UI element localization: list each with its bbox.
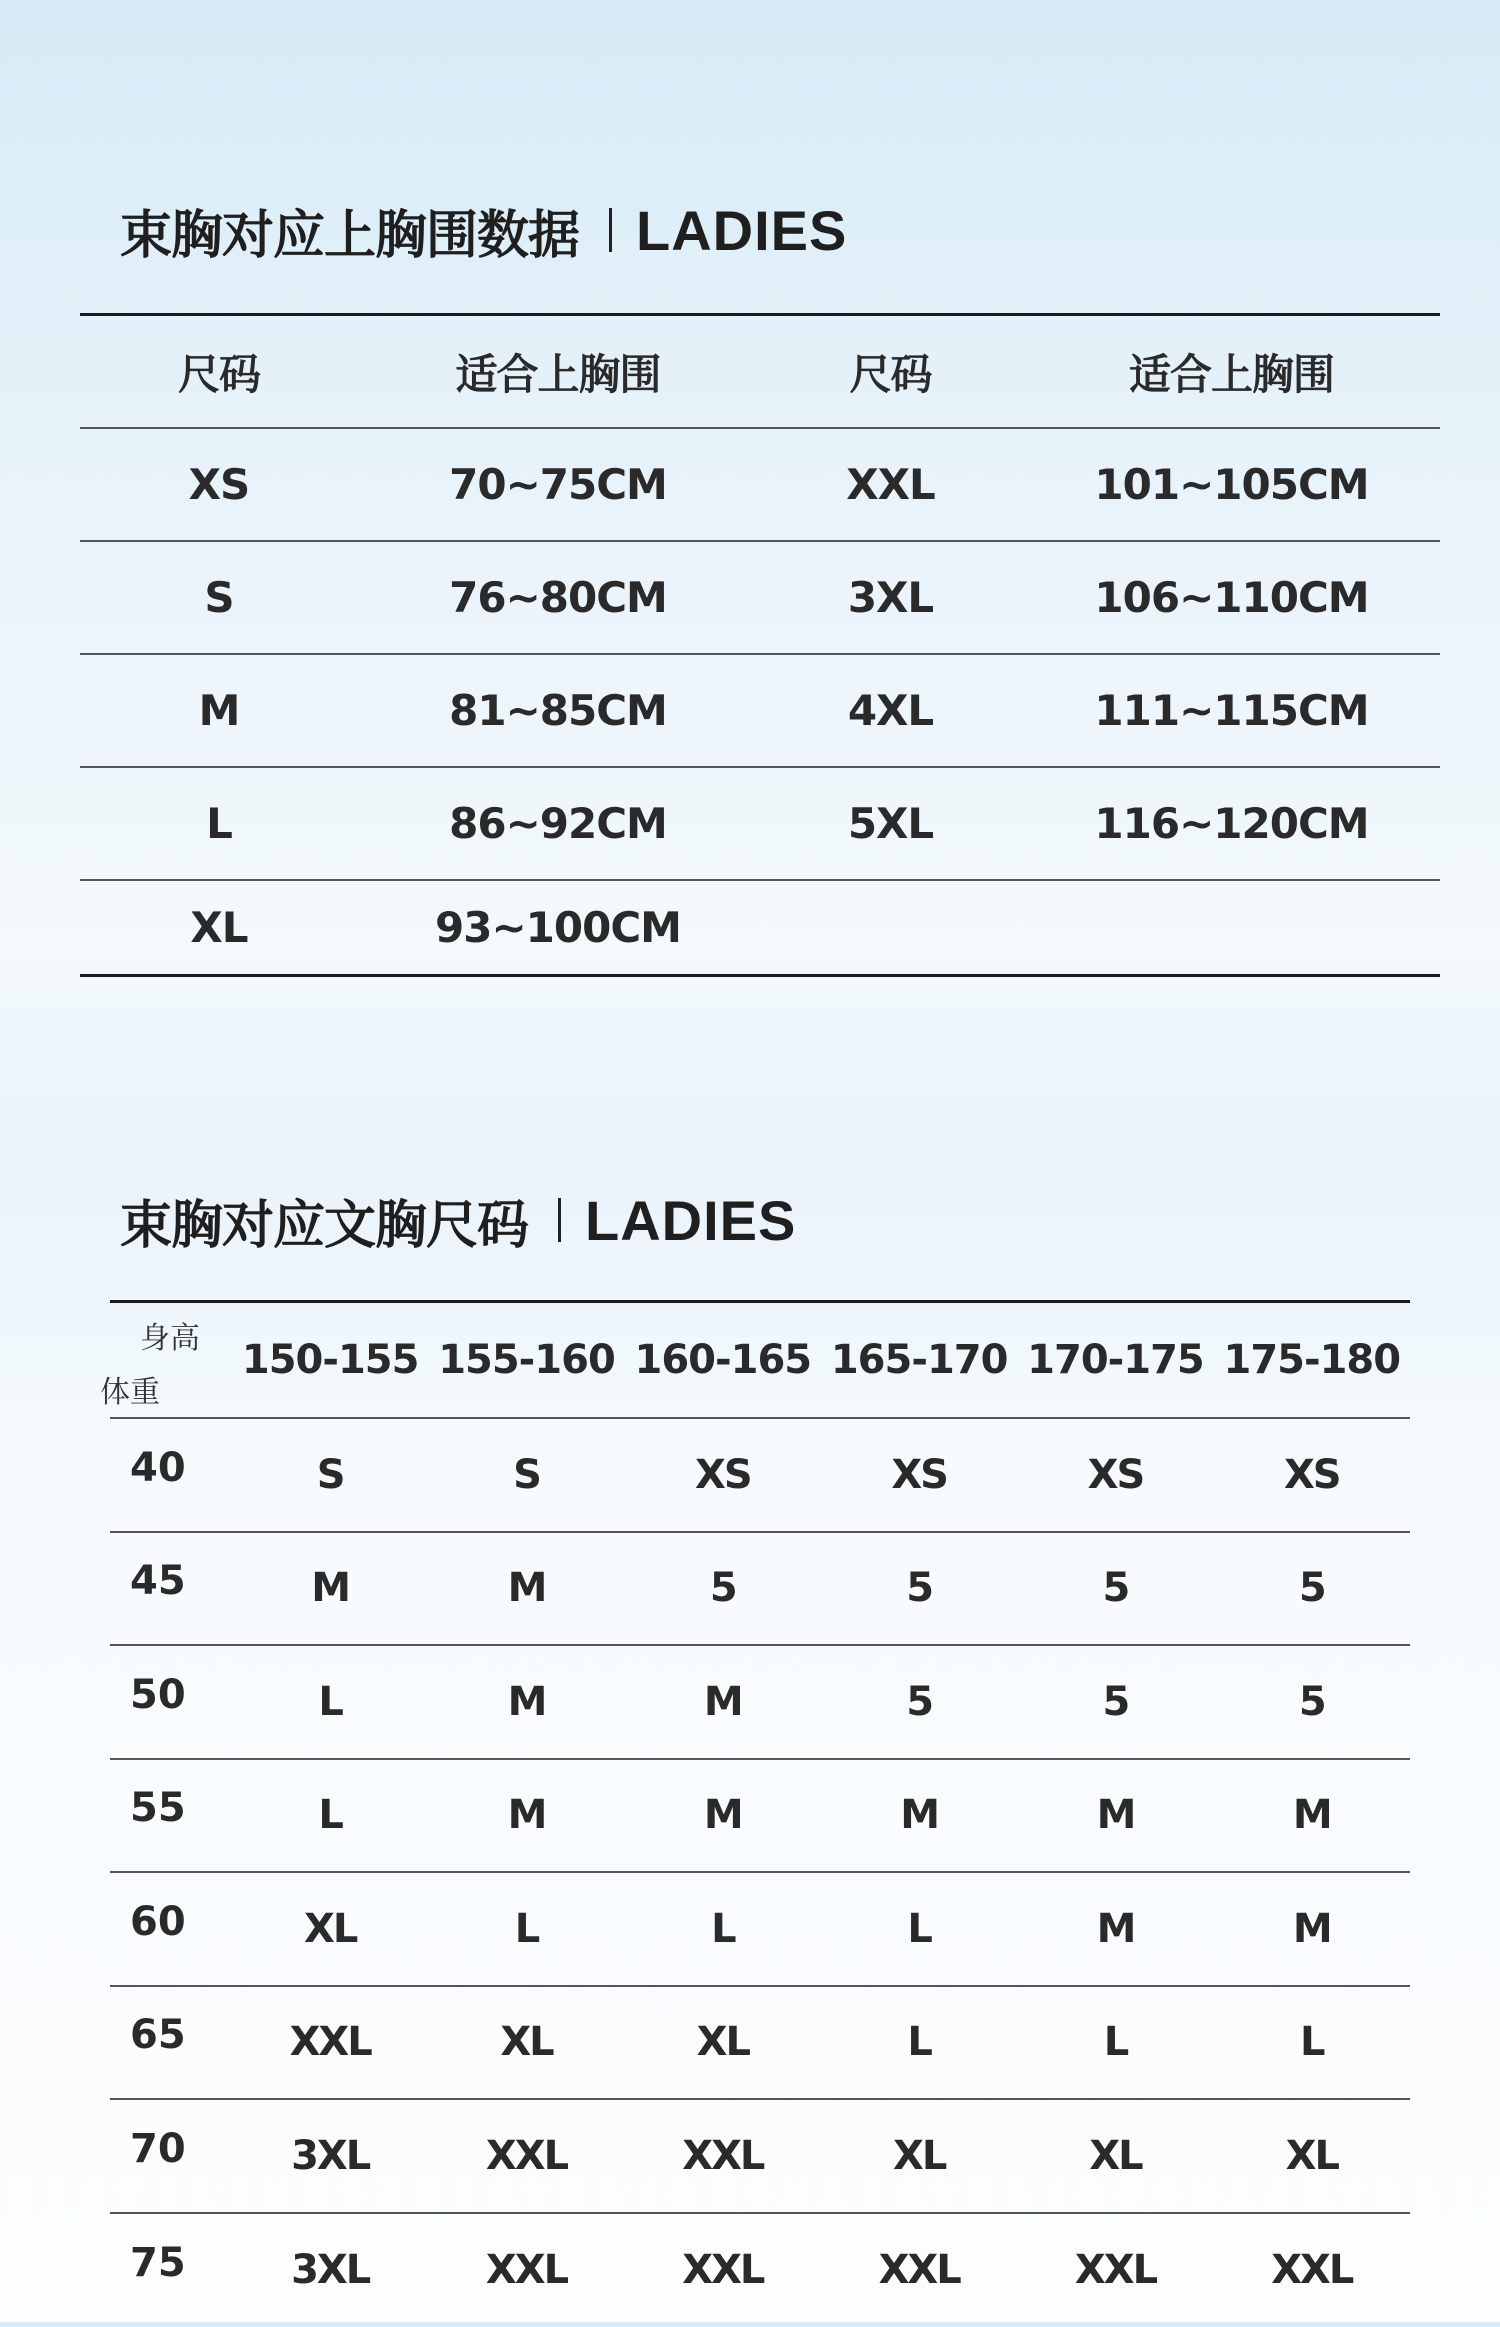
size-cell: XXL bbox=[428, 2247, 624, 2293]
table-row bbox=[80, 655, 1440, 768]
header-bust-range: 适合上胸围 bbox=[1023, 342, 1440, 402]
size-cell: XL bbox=[625, 2019, 821, 2065]
size-cell: XXL bbox=[1214, 2247, 1410, 2293]
bust-range-cell: 101~105CM bbox=[1023, 460, 1440, 509]
bust-size-table-header bbox=[80, 316, 1440, 429]
height-header: 170-175 bbox=[1017, 1337, 1213, 1383]
height-header: 175-180 bbox=[1214, 1337, 1410, 1383]
size-cell: XL bbox=[821, 2133, 1017, 2179]
size-cell: XXL bbox=[232, 2019, 428, 2065]
bust-range-cell: 81~85CM bbox=[358, 686, 758, 735]
bra-size-title-suffix: LADIES bbox=[585, 1188, 796, 1253]
bust-range-cell: 70~75CM bbox=[358, 460, 758, 509]
table-row bbox=[110, 1987, 1410, 2101]
size-cell: S bbox=[232, 1452, 428, 1498]
size-cell: 3XL bbox=[232, 2133, 428, 2179]
bust-range-cell: 76~80CM bbox=[358, 573, 758, 622]
table-row bbox=[110, 2100, 1410, 2214]
size-cell: M bbox=[625, 1792, 821, 1838]
size-cell: 3XL bbox=[758, 573, 1023, 622]
bust-size-title-suffix: LADIES bbox=[636, 198, 847, 263]
weight-cell: 75 bbox=[110, 2240, 232, 2286]
size-cell: L bbox=[625, 1906, 821, 1952]
height-header: 165-170 bbox=[821, 1337, 1017, 1383]
table-row bbox=[80, 768, 1440, 881]
size-cell: 5 bbox=[821, 1679, 1017, 1725]
size-cell: M bbox=[428, 1565, 624, 1611]
height-weight-size-table bbox=[110, 1300, 1410, 2327]
corner-weight-label: 体重 bbox=[100, 1367, 160, 1411]
size-cell: L bbox=[428, 1906, 624, 1952]
bust-range-cell: 86~92CM bbox=[358, 799, 758, 848]
size-cell: 5 bbox=[625, 1565, 821, 1611]
header-bust-range: 适合上胸围 bbox=[358, 342, 758, 402]
size-cell: XXL bbox=[821, 2247, 1017, 2293]
table-row bbox=[110, 1760, 1410, 1874]
weight-cell: 45 bbox=[110, 1558, 232, 1604]
size-cell: L bbox=[80, 799, 358, 848]
size-cell: XL bbox=[1214, 2133, 1410, 2179]
bust-size-table bbox=[80, 313, 1440, 977]
height-header: 160-165 bbox=[625, 1337, 821, 1383]
table-row bbox=[110, 1646, 1410, 1760]
size-cell: M bbox=[232, 1565, 428, 1611]
bust-range-cell: 111~115CM bbox=[1023, 686, 1440, 735]
weight-cell: 55 bbox=[110, 1785, 232, 1831]
table-row bbox=[110, 1419, 1410, 1533]
size-cell: S bbox=[428, 1452, 624, 1498]
size-cell: L bbox=[1214, 2019, 1410, 2065]
size-cell: XXL bbox=[625, 2133, 821, 2179]
header-corner bbox=[110, 1303, 232, 1417]
size-cell: M bbox=[1214, 1792, 1410, 1838]
table-row bbox=[80, 429, 1440, 542]
height-header: 155-160 bbox=[428, 1337, 624, 1383]
size-cell: L bbox=[821, 2019, 1017, 2065]
size-cell: M bbox=[428, 1792, 624, 1838]
size-cell: L bbox=[232, 1679, 428, 1725]
size-cell: M bbox=[1017, 1792, 1213, 1838]
header-size: 尺码 bbox=[758, 342, 1023, 402]
corner-height-label: 身高 bbox=[140, 1313, 200, 1357]
bust-size-section-title bbox=[120, 190, 847, 270]
size-cell: XL bbox=[428, 2019, 624, 2065]
weight-cell: 65 bbox=[110, 2012, 232, 2058]
size-cell: XS bbox=[1214, 1452, 1410, 1498]
size-cell: L bbox=[1017, 2019, 1213, 2065]
table-row bbox=[110, 2214, 1410, 2327]
table-row bbox=[110, 1533, 1410, 1647]
bust-size-title-text: 束胸对应上胸围数据 bbox=[120, 193, 579, 268]
size-cell: XS bbox=[1017, 1452, 1213, 1498]
size-cell: XXL bbox=[1017, 2247, 1213, 2293]
size-cell: M bbox=[1214, 1906, 1410, 1952]
size-cell: M bbox=[625, 1679, 821, 1725]
bra-size-section-title bbox=[120, 1180, 796, 1260]
height-header: 150-155 bbox=[232, 1337, 428, 1383]
size-cell: XL bbox=[80, 903, 358, 952]
header-size: 尺码 bbox=[80, 342, 358, 402]
size-cell: 5 bbox=[821, 1565, 1017, 1611]
size-cell: XXL bbox=[758, 460, 1023, 509]
size-cell: XS bbox=[821, 1452, 1017, 1498]
size-cell: 3XL bbox=[232, 2247, 428, 2293]
height-weight-table-header bbox=[110, 1303, 1410, 1419]
weight-cell: 60 bbox=[110, 1899, 232, 1945]
table-row bbox=[80, 881, 1440, 974]
size-cell: 5 bbox=[1017, 1679, 1213, 1725]
size-cell: XS bbox=[80, 460, 358, 509]
size-cell: XS bbox=[625, 1452, 821, 1498]
size-cell: XXL bbox=[428, 2133, 624, 2179]
weight-cell: 50 bbox=[110, 1672, 232, 1718]
size-cell: 5XL bbox=[758, 799, 1023, 848]
size-cell: M bbox=[1017, 1906, 1213, 1952]
size-cell: 5 bbox=[1214, 1565, 1410, 1611]
table-row bbox=[110, 1873, 1410, 1987]
title-separator bbox=[558, 1198, 561, 1242]
size-cell: L bbox=[821, 1906, 1017, 1952]
size-cell: 5 bbox=[1214, 1679, 1410, 1725]
size-cell: S bbox=[80, 573, 358, 622]
table-row bbox=[80, 542, 1440, 655]
size-cell: XXL bbox=[625, 2247, 821, 2293]
bust-range-cell: 106~110CM bbox=[1023, 573, 1440, 622]
title-separator bbox=[609, 208, 612, 252]
size-cell: M bbox=[821, 1792, 1017, 1838]
size-cell: XL bbox=[232, 1906, 428, 1952]
size-cell: M bbox=[80, 686, 358, 735]
size-cell: 4XL bbox=[758, 686, 1023, 735]
weight-cell: 70 bbox=[110, 2126, 232, 2172]
bust-range-cell: 116~120CM bbox=[1023, 799, 1440, 848]
weight-cell: 40 bbox=[110, 1445, 232, 1491]
size-cell: L bbox=[232, 1792, 428, 1838]
bust-range-cell: 93~100CM bbox=[358, 903, 758, 952]
size-cell: M bbox=[428, 1679, 624, 1725]
bra-size-title-text: 束胸对应文胸尺码 bbox=[120, 1183, 528, 1258]
size-cell: 5 bbox=[1017, 1565, 1213, 1611]
size-cell: XL bbox=[1017, 2133, 1213, 2179]
